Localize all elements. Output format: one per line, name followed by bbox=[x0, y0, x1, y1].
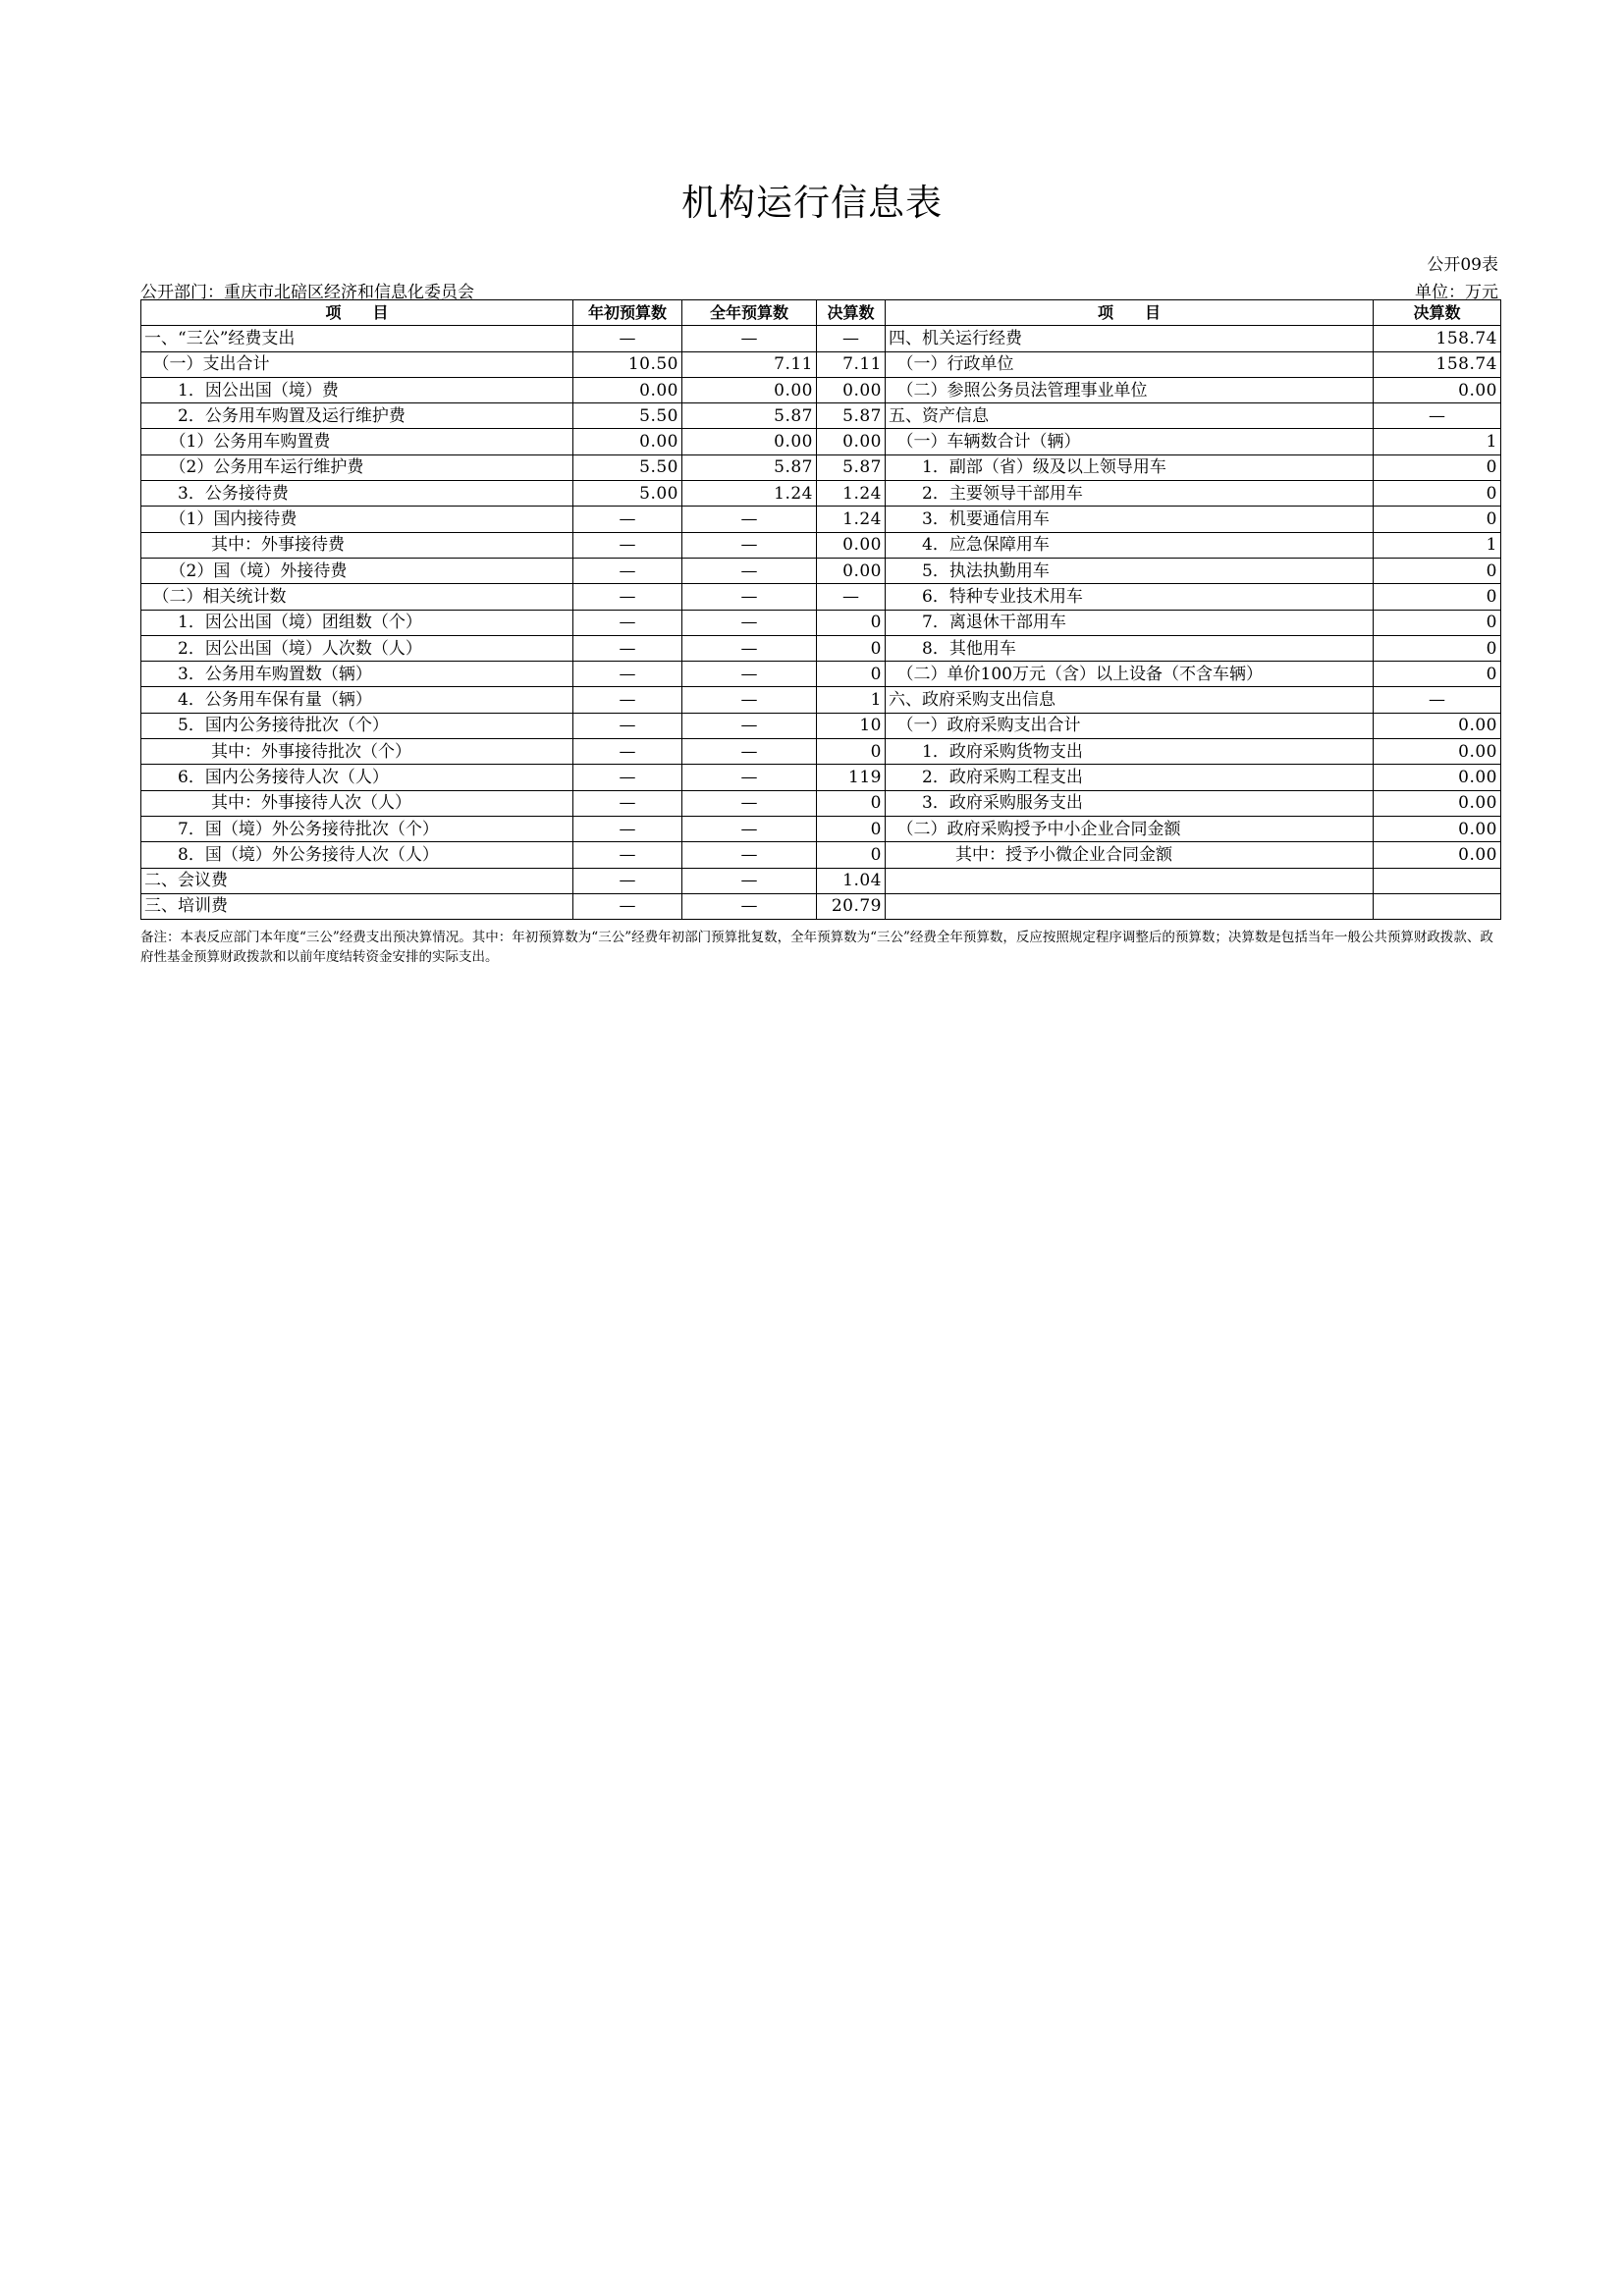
row-final-left: 0.00 bbox=[817, 532, 886, 558]
row-item-left: 其中：外事接待人次（人） bbox=[141, 790, 573, 816]
form-number: 公开09表 bbox=[1427, 255, 1498, 275]
row-final-right: 0 bbox=[1374, 610, 1501, 635]
row-final-left: 0 bbox=[817, 610, 886, 635]
table-row bbox=[141, 481, 1501, 507]
table-row bbox=[141, 351, 1501, 377]
table-row bbox=[141, 816, 1501, 841]
row-item-right: 3．机要通信用车 bbox=[886, 507, 1374, 532]
row-budget-full: 1.24 bbox=[682, 481, 817, 507]
row-final-right: 0 bbox=[1374, 635, 1501, 661]
row-final-right: 0 bbox=[1374, 454, 1501, 480]
row-item-left: 二、会议费 bbox=[141, 868, 573, 893]
row-budget-initial: — bbox=[573, 868, 682, 893]
row-budget-full: — bbox=[682, 842, 817, 868]
row-budget-full: 5.87 bbox=[682, 403, 817, 429]
row-final-left: 10 bbox=[817, 713, 886, 738]
header-budget-full: 全年预算数 bbox=[682, 300, 817, 326]
row-final-right: 0 bbox=[1374, 662, 1501, 687]
row-item-right: 五、资产信息 bbox=[886, 403, 1374, 429]
row-budget-full: — bbox=[682, 687, 817, 713]
table-row bbox=[141, 635, 1501, 661]
row-final-right: — bbox=[1374, 687, 1501, 713]
row-final-right bbox=[1374, 893, 1501, 919]
row-item-right: （二）参照公务员法管理事业单位 bbox=[886, 377, 1374, 402]
row-item-left: （1）公务用车购置费 bbox=[141, 429, 573, 454]
row-budget-full: 0.00 bbox=[682, 377, 817, 402]
row-item-right: 6．特种专业技术用车 bbox=[886, 584, 1374, 610]
row-final-left: 0 bbox=[817, 635, 886, 661]
row-final-left: 1.04 bbox=[817, 868, 886, 893]
table-header-row bbox=[141, 300, 1501, 326]
table-row bbox=[141, 429, 1501, 454]
table-row bbox=[141, 687, 1501, 713]
row-item-left: 三、培训费 bbox=[141, 893, 573, 919]
row-item-right: 2．政府采购工程支出 bbox=[886, 765, 1374, 790]
row-item-left: 一、“三公”经费支出 bbox=[141, 326, 573, 351]
row-budget-initial: — bbox=[573, 893, 682, 919]
row-budget-initial: — bbox=[573, 713, 682, 738]
row-item-left: （2）国（境）外接待费 bbox=[141, 558, 573, 583]
page-title: 机构运行信息表 bbox=[681, 182, 943, 224]
row-item-left: 6．国内公务接待人次（人） bbox=[141, 765, 573, 790]
row-item-left: 3．公务用车购置数（辆） bbox=[141, 662, 573, 687]
row-item-left: 5．国内公务接待批次（个） bbox=[141, 713, 573, 738]
row-budget-full: — bbox=[682, 662, 817, 687]
row-item-right: （一）车辆数合计（辆） bbox=[886, 429, 1374, 454]
row-final-right: 0.00 bbox=[1374, 790, 1501, 816]
row-final-left: 0.00 bbox=[817, 377, 886, 402]
row-final-left: 1.24 bbox=[817, 481, 886, 507]
row-budget-initial: — bbox=[573, 765, 682, 790]
row-item-left: （二）相关统计数 bbox=[141, 584, 573, 610]
header-item-right: 项 目 bbox=[886, 300, 1374, 326]
table-row bbox=[141, 893, 1501, 919]
row-budget-initial: — bbox=[573, 507, 682, 532]
header-final-left: 决算数 bbox=[817, 300, 886, 326]
header-item-left: 项 目 bbox=[141, 300, 573, 326]
footnote: 备注：本表反应部门本年度“三公”经费支出预决算情况。其中：年初预算数为“三公”经费年初部门预算批复数，全年预算数为“三公”经费全年预算数，反应按照规定程序调整后的预算数；决算数是包括当年一般公共预算财政拨款、政府性基金预算财政拨款和以前年度结转资金安排的实际支出。 bbox=[140, 930, 1493, 965]
row-budget-full: — bbox=[682, 507, 817, 532]
table-row bbox=[141, 790, 1501, 816]
row-final-right: 158.74 bbox=[1374, 326, 1501, 351]
row-final-right: 0.00 bbox=[1374, 765, 1501, 790]
row-item-right: （一）行政单位 bbox=[886, 351, 1374, 377]
row-item-right bbox=[886, 893, 1374, 919]
table-row bbox=[141, 610, 1501, 635]
row-budget-full: — bbox=[682, 713, 817, 738]
row-budget-full: — bbox=[682, 532, 817, 558]
row-budget-full: — bbox=[682, 739, 817, 765]
table-row bbox=[141, 532, 1501, 558]
row-item-right: 3．政府采购服务支出 bbox=[886, 790, 1374, 816]
row-final-right: 0.00 bbox=[1374, 713, 1501, 738]
row-final-right: 0.00 bbox=[1374, 739, 1501, 765]
row-final-right: 0 bbox=[1374, 584, 1501, 610]
row-item-right: 2．主要领导干部用车 bbox=[886, 481, 1374, 507]
row-budget-initial: — bbox=[573, 739, 682, 765]
row-budget-initial: — bbox=[573, 790, 682, 816]
row-item-left: 其中：外事接待费 bbox=[141, 532, 573, 558]
row-budget-initial: 5.00 bbox=[573, 481, 682, 507]
row-budget-initial: 5.50 bbox=[573, 403, 682, 429]
department-label: 公开部门：重庆市北碚区经济和信息化委员会 bbox=[140, 283, 474, 302]
row-item-right: 四、机关运行经费 bbox=[886, 326, 1374, 351]
row-budget-full: — bbox=[682, 635, 817, 661]
row-budget-full: — bbox=[682, 765, 817, 790]
table-row bbox=[141, 507, 1501, 532]
row-item-right: 4．应急保障用车 bbox=[886, 532, 1374, 558]
table-row bbox=[141, 842, 1501, 868]
row-budget-initial: 0.00 bbox=[573, 429, 682, 454]
row-final-left: 0 bbox=[817, 739, 886, 765]
table-row bbox=[141, 377, 1501, 402]
row-final-right: 0 bbox=[1374, 481, 1501, 507]
table-row bbox=[141, 326, 1501, 351]
row-item-left: 2．公务用车购置及运行维护费 bbox=[141, 403, 573, 429]
row-item-left: 1．因公出国（境）费 bbox=[141, 377, 573, 402]
row-budget-initial: — bbox=[573, 610, 682, 635]
row-final-left: 1 bbox=[817, 687, 886, 713]
row-item-right: （一）政府采购支出合计 bbox=[886, 713, 1374, 738]
row-item-right: 1．政府采购货物支出 bbox=[886, 739, 1374, 765]
row-budget-full: — bbox=[682, 584, 817, 610]
row-final-right bbox=[1374, 868, 1501, 893]
row-final-right: 1 bbox=[1374, 429, 1501, 454]
row-item-right: （二）单价100万元（含）以上设备（不含车辆） bbox=[886, 662, 1374, 687]
row-item-left: 其中：外事接待批次（个） bbox=[141, 739, 573, 765]
row-final-right: 0 bbox=[1374, 507, 1501, 532]
header-final-right: 决算数 bbox=[1374, 300, 1501, 326]
row-final-left: 119 bbox=[817, 765, 886, 790]
table-row bbox=[141, 584, 1501, 610]
row-final-left: 0 bbox=[817, 816, 886, 841]
row-item-right: 8．其他用车 bbox=[886, 635, 1374, 661]
row-final-right: — bbox=[1374, 403, 1501, 429]
row-budget-initial: 5.50 bbox=[573, 454, 682, 480]
row-budget-full: 7.11 bbox=[682, 351, 817, 377]
table-row bbox=[141, 739, 1501, 765]
row-budget-initial: — bbox=[573, 635, 682, 661]
row-item-right: 六、政府采购支出信息 bbox=[886, 687, 1374, 713]
row-item-right: 1．副部（省）级及以上领导用车 bbox=[886, 454, 1374, 480]
row-budget-initial: — bbox=[573, 326, 682, 351]
row-item-left: 7．国（境）外公务接待批次（个） bbox=[141, 816, 573, 841]
row-final-left: 0 bbox=[817, 790, 886, 816]
row-item-right: 其中：授予小微企业合同金额 bbox=[886, 842, 1374, 868]
row-budget-initial: 0.00 bbox=[573, 377, 682, 402]
row-item-left: 2．因公出国（境）人次数（人） bbox=[141, 635, 573, 661]
row-item-left: （一）支出合计 bbox=[141, 351, 573, 377]
row-final-left: 0 bbox=[817, 662, 886, 687]
row-item-right: 7．离退休干部用车 bbox=[886, 610, 1374, 635]
row-budget-full: — bbox=[682, 610, 817, 635]
row-budget-full: — bbox=[682, 326, 817, 351]
row-item-left: 4．公务用车保有量（辆） bbox=[141, 687, 573, 713]
row-final-right: 0.00 bbox=[1374, 377, 1501, 402]
row-budget-full: 0.00 bbox=[682, 429, 817, 454]
row-item-left: 3．公务接待费 bbox=[141, 481, 573, 507]
header-budget-initial: 年初预算数 bbox=[573, 300, 682, 326]
row-final-right: 0.00 bbox=[1374, 842, 1501, 868]
row-final-left: 0.00 bbox=[817, 558, 886, 583]
row-final-left: — bbox=[817, 326, 886, 351]
row-budget-initial: — bbox=[573, 662, 682, 687]
row-final-left: 5.87 bbox=[817, 454, 886, 480]
row-final-right: 1 bbox=[1374, 532, 1501, 558]
row-final-left: 1.24 bbox=[817, 507, 886, 532]
row-item-right bbox=[886, 868, 1374, 893]
row-item-left: （1）国内接待费 bbox=[141, 507, 573, 532]
table-row bbox=[141, 454, 1501, 480]
row-final-left: 5.87 bbox=[817, 403, 886, 429]
row-final-left: 7.11 bbox=[817, 351, 886, 377]
table-row bbox=[141, 403, 1501, 429]
row-final-right: 158.74 bbox=[1374, 351, 1501, 377]
row-budget-initial: — bbox=[573, 558, 682, 583]
row-budget-full: — bbox=[682, 790, 817, 816]
row-budget-full: — bbox=[682, 868, 817, 893]
row-item-right: 5．执法执勤用车 bbox=[886, 558, 1374, 583]
row-budget-initial: — bbox=[573, 532, 682, 558]
table-row bbox=[141, 713, 1501, 738]
row-final-right: 0 bbox=[1374, 558, 1501, 583]
row-budget-initial: — bbox=[573, 584, 682, 610]
table-row bbox=[141, 662, 1501, 687]
row-final-left: — bbox=[817, 584, 886, 610]
table-row bbox=[141, 868, 1501, 893]
row-budget-full: 5.87 bbox=[682, 454, 817, 480]
row-budget-initial: — bbox=[573, 842, 682, 868]
row-budget-initial: — bbox=[573, 687, 682, 713]
row-final-left: 0 bbox=[817, 842, 886, 868]
row-budget-full: — bbox=[682, 893, 817, 919]
info-table bbox=[140, 299, 1501, 920]
row-item-left: （2）公务用车运行维护费 bbox=[141, 454, 573, 480]
row-final-right: 0.00 bbox=[1374, 816, 1501, 841]
unit-label: 单位：万元 bbox=[1415, 283, 1498, 302]
row-item-left: 1．因公出国（境）团组数（个） bbox=[141, 610, 573, 635]
table-row bbox=[141, 765, 1501, 790]
row-item-right: （二）政府采购授予中小企业合同金额 bbox=[886, 816, 1374, 841]
row-budget-initial: 10.50 bbox=[573, 351, 682, 377]
row-item-left: 8．国（境）外公务接待人次（人） bbox=[141, 842, 573, 868]
row-budget-initial: — bbox=[573, 816, 682, 841]
row-final-left: 0.00 bbox=[817, 429, 886, 454]
row-budget-full: — bbox=[682, 558, 817, 583]
row-budget-full: — bbox=[682, 816, 817, 841]
row-final-left: 20.79 bbox=[817, 893, 886, 919]
table-row bbox=[141, 558, 1501, 583]
